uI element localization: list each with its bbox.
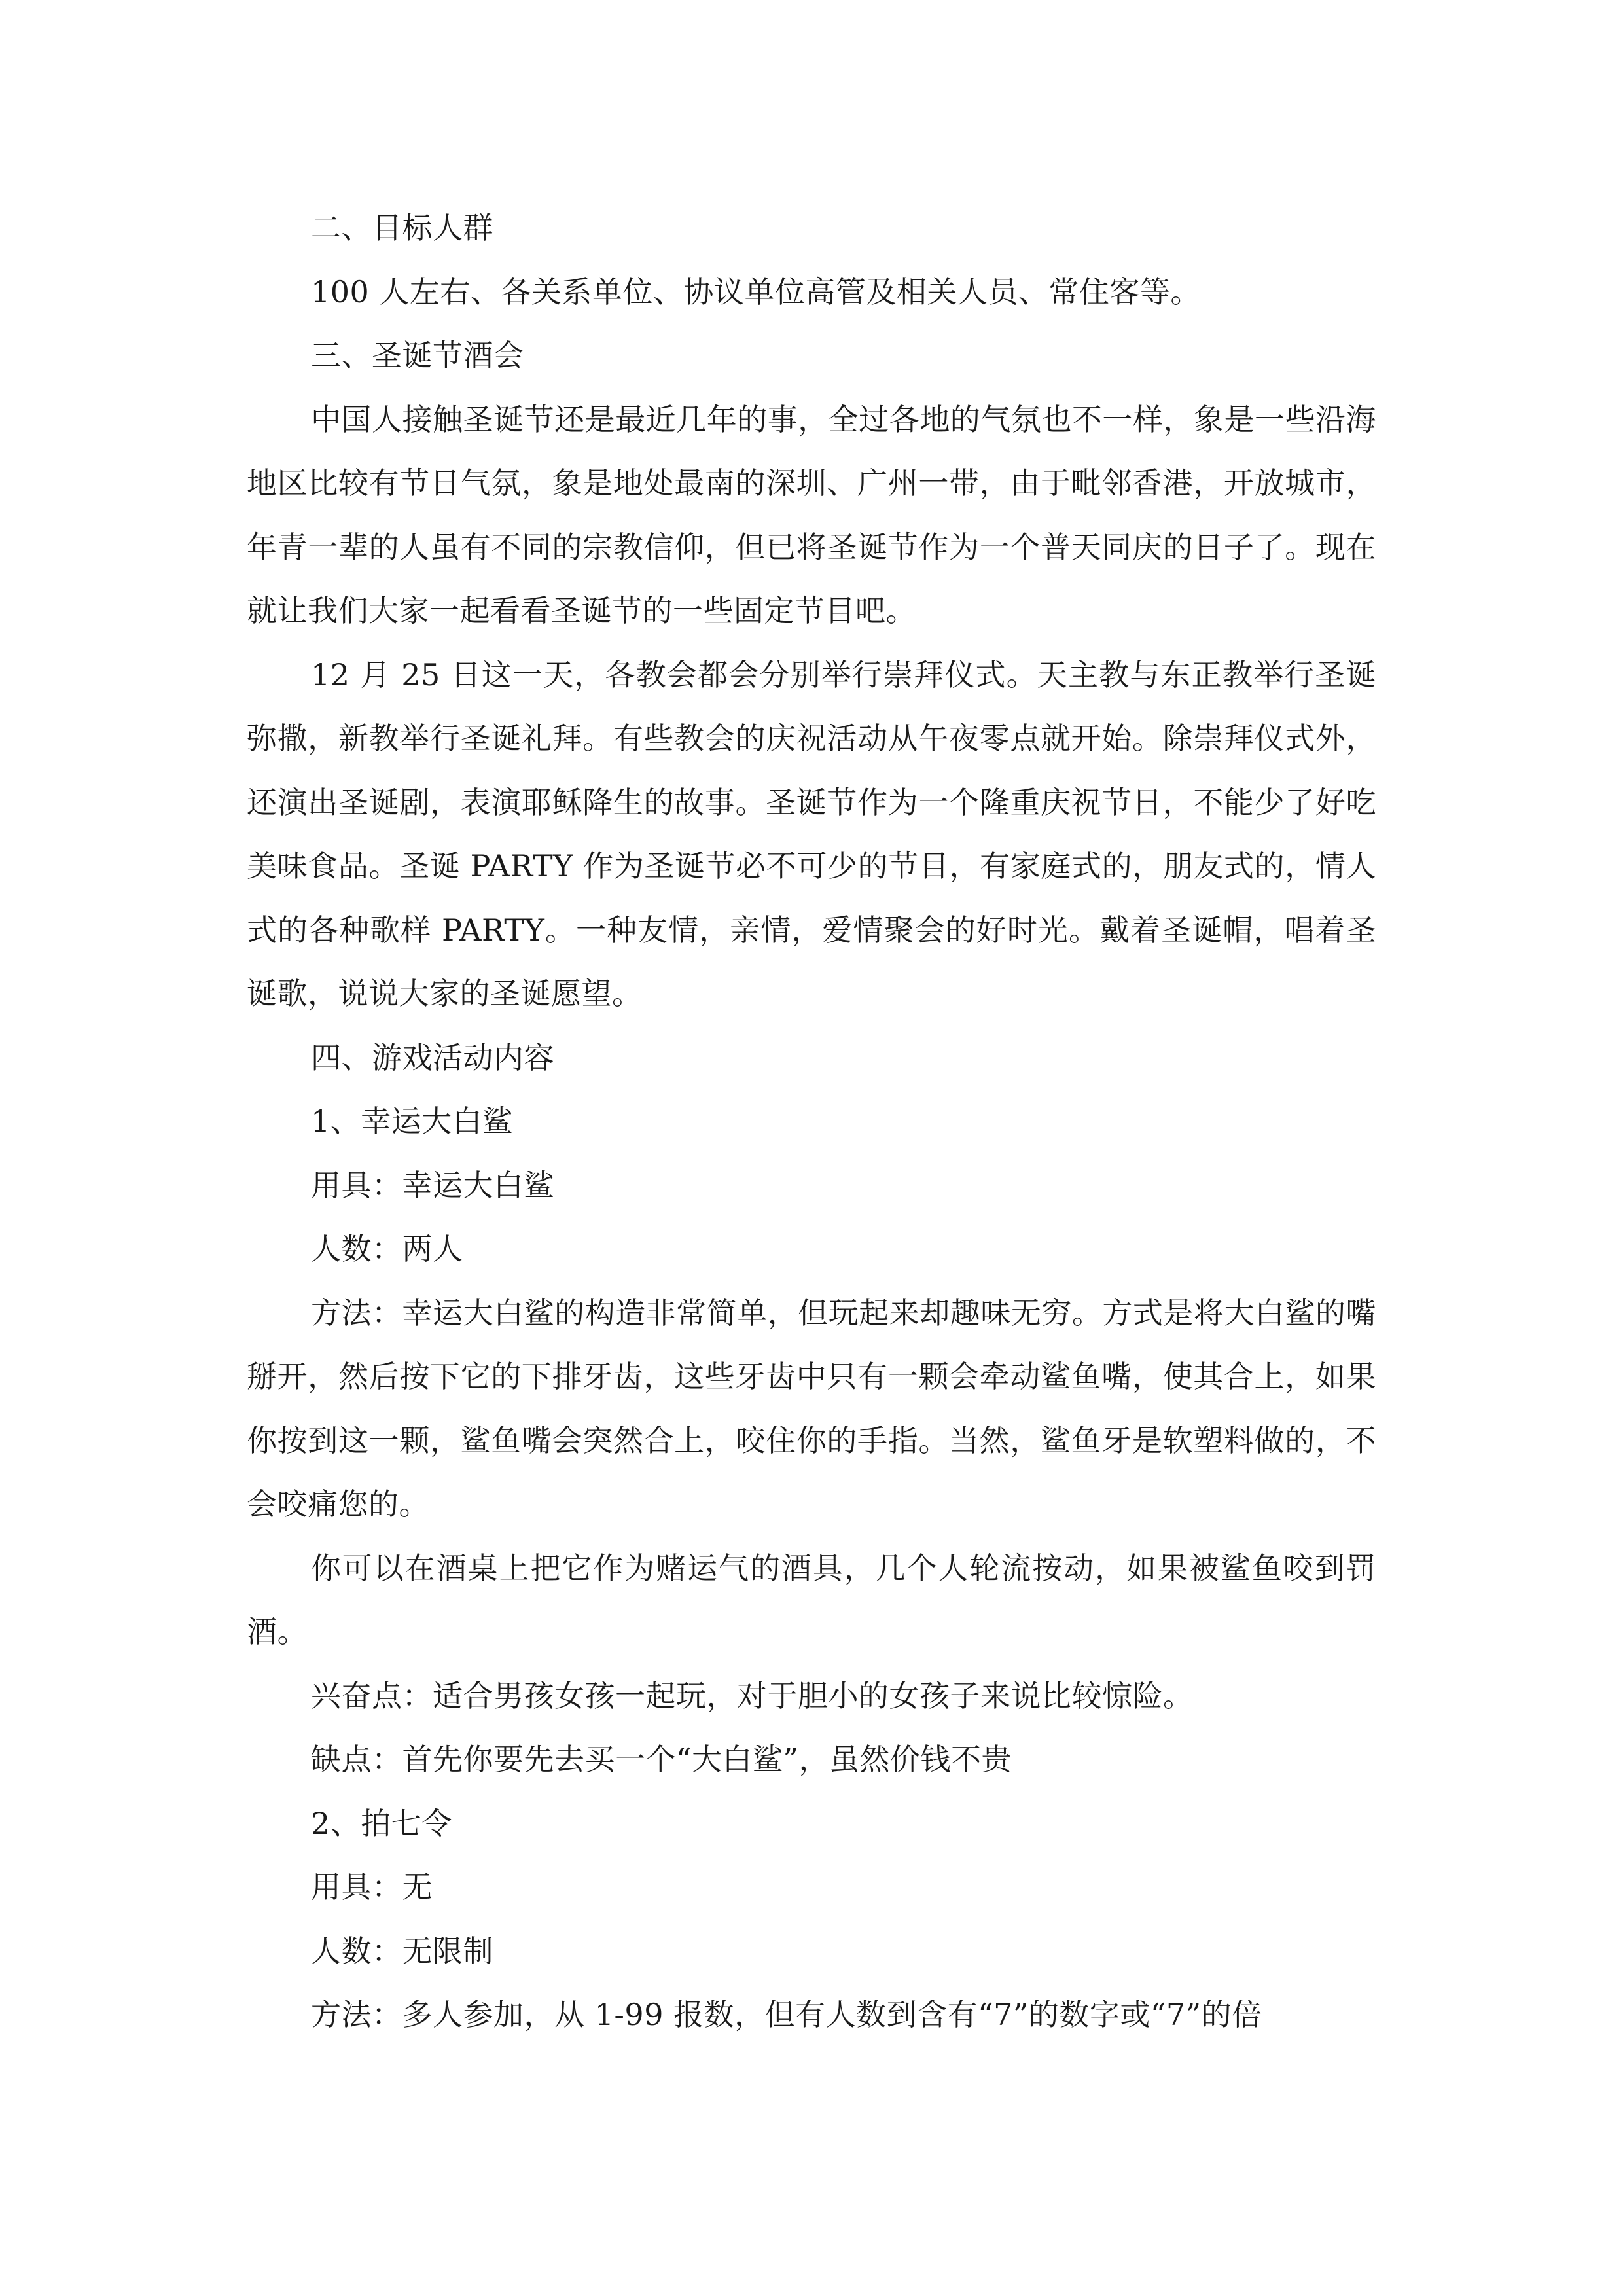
paragraph-christmas-intro: 中国人接触圣诞节还是最近几年的事，全过各地的气氛也不一样，象是一些沿海地区比较有节日气氛，象是地处最南的深圳、广州一带，由于毗邻香港，开放城市，年青一辈的人虽有不同的宗教信仰，但已将圣诞节作为一个普天同庆的日子了。现在就让我们大家一起看看圣诞节的一些固定节目吧。	[247, 401, 1376, 628]
game-drawback-shark: 缺点：首先你要先去买一个“大白鲨”，虽然价钱不贵	[311, 1742, 1012, 1777]
game-players-seven: 人数：无限制	[311, 1933, 493, 1969]
game-tools-seven: 用具：无	[311, 1869, 433, 1905]
section-heading-games: 四、游戏活动内容	[311, 1039, 554, 1075]
game-title-shark: 1、幸运大白鲨	[311, 1103, 513, 1139]
document-body	[247, 196, 1376, 2047]
paragraph-christmas-day: 12 月 25 日这一天，各教会都会分别举行崇拜仪式。天主教与东正教举行圣诞弥撒，新教举行圣诞礼拜。有些教会的庆祝活动从午夜零点就开始。除崇拜仪式外，还演出圣诞剧，表演耶稣降生的故事。圣诞节作为一个隆重庆祝节日，不能少了好吃美味食品。圣诞 PARTY 作为圣诞节必不可少的节目，有家庭式的，朋友式的，情人式的各种歌样 PARTY。一种友情，亲情，爱情聚会的好时光。戴着圣诞帽，唱着圣诞歌，说说大家的圣诞愿望。	[247, 656, 1376, 1011]
paragraph-audience: 100 人左右、各关系单位、协议单位高管及相关人员、常住客等。	[311, 274, 1201, 310]
game-players-shark: 人数：两人	[311, 1231, 463, 1266]
game-method-seven: 方法：多人参加，从 1-99 报数，但有人数到含有“7”的数字或“7”的倍	[311, 1997, 1262, 2032]
game-highlight-shark: 兴奋点：适合男孩女孩一起玩，对于胆小的女孩子来说比较惊险。	[311, 1677, 1194, 1713]
section-heading-christmas-party: 三、圣诞节酒会	[311, 338, 524, 373]
section-heading-target-audience: 二、目标人群	[311, 210, 493, 245]
game-method-shark: 方法：幸运大白鲨的构造非常简单，但玩起来却趣味无穷。方式是将大白鲨的嘴掰开，然后按下它的下排牙齿，这些牙齿中只有一颗会牵动鲨鱼嘴，使其合上，如果你按到这一颗，鲨鱼嘴会突然合上，咬住你的手指。当然，鲨鱼牙是软塑料做的，不会咬痛您的。	[247, 1295, 1376, 1522]
paragraph-shark-drinking: 你可以在酒桌上把它作为赌运气的酒具，几个人轮流按动，如果被鲨鱼咬到罚酒。	[247, 1550, 1376, 1649]
game-title-seven: 2、拍七令	[311, 1805, 452, 1841]
game-tools-shark: 用具：幸运大白鲨	[311, 1167, 554, 1203]
